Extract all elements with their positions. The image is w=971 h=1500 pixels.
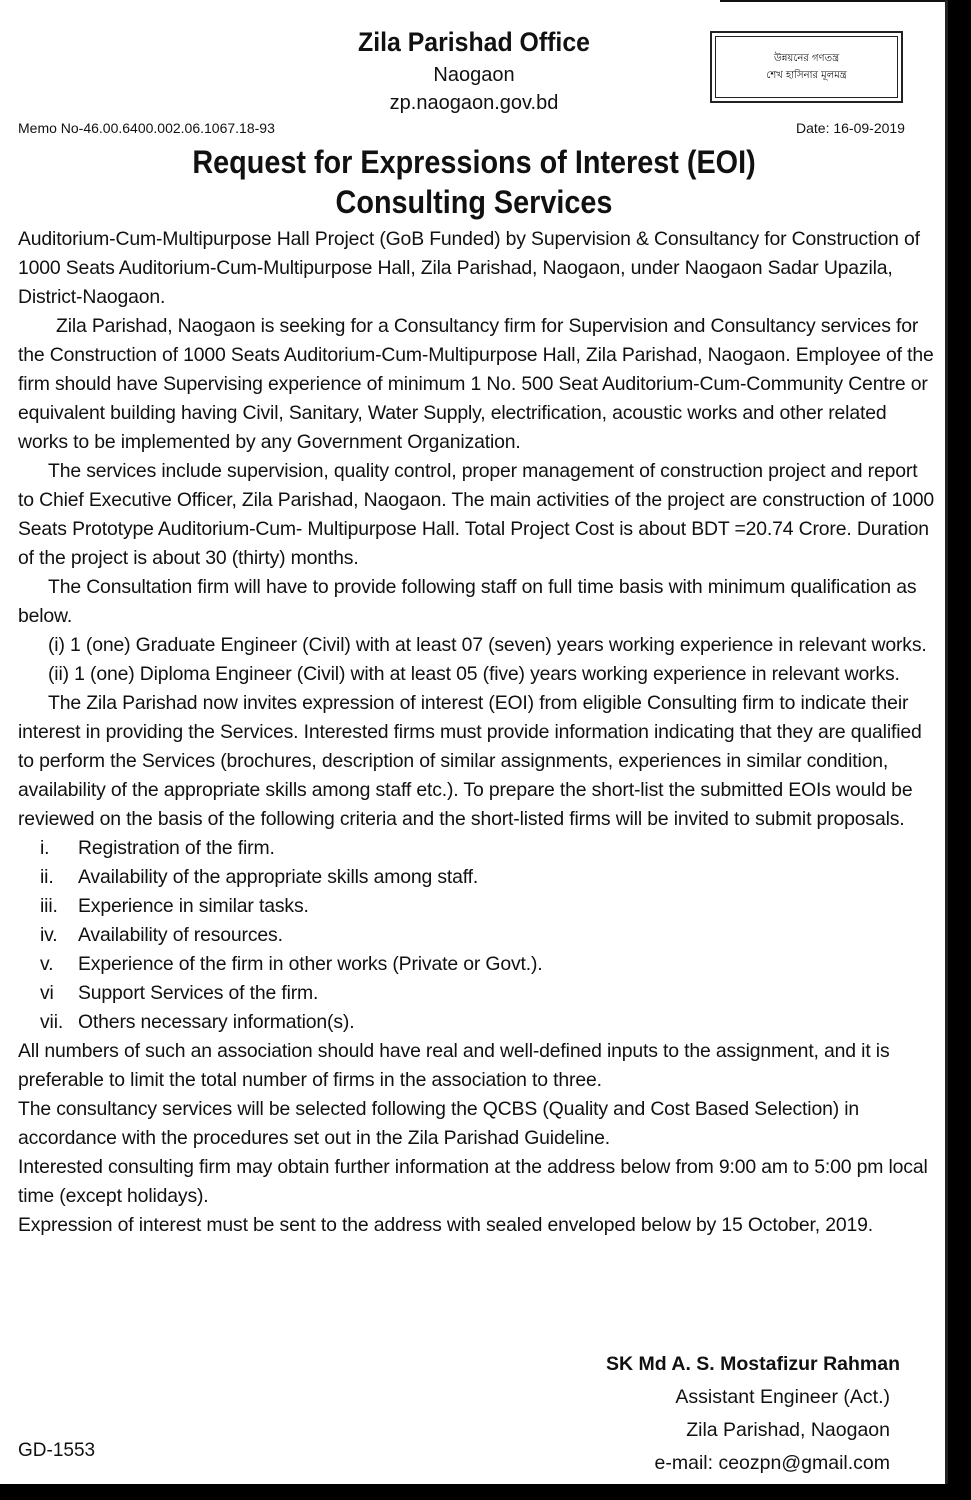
slogan-box [710,31,903,103]
criteria-item [18,863,938,892]
signatory-email: e-mail: ceozpn@gmail.com [654,1452,890,1474]
slogan-line-1: উন্নয়নের গণতন্ত্র [773,53,840,64]
criteria-number: i. [40,837,50,859]
criteria-text: Availability of resources. [78,924,283,946]
signature-block [570,1348,900,1480]
paragraph-staff-intro: The Consultation firm will have to provide following staff on full time basis with minimum qualification as below. [18,576,917,627]
headline-title: Request for Expressions of Interest (EOI) [192,144,756,180]
gd-code: GD-1553 [18,1440,96,1461]
criteria-item [18,1008,938,1037]
paragraph-information: Interested consulting firm may obtain further information at the address below from 9:00 am to 5:00 pm local time (except holidays). [18,1156,928,1207]
staff-requirement-2: (ii) 1 (one) Diploma Engineer (Civil) with at least 05 (five) years working experience in relevant works. [48,663,900,685]
memo-number: Memo No-46.00.6400.002.06.1067.18-93 [18,120,275,136]
signatory-name: SK Md A. S. Mostafizur Rahman [606,1353,900,1375]
criteria-item [18,834,938,863]
criteria-item [18,950,938,979]
criteria-text: Others necessary information(s). [78,1011,355,1033]
criteria-number: ii. [40,866,54,888]
criteria-number: vii. [40,1011,64,1033]
paragraph-services: The services include supervision, quality control, proper management of construction project and report to Chief Executive Officer, Zila Parishad, Naogaon. The main activities of the project are construction of 1000 Seats Prototype Auditorium-Cum- Multipurpose Hall. Total Project Cost is about BDT =20.74 Crore. Duration of the project is about 30 (thirty) months. [18,460,935,569]
office-website: zp.naogaon.gov.bd [389,92,559,114]
paragraph-firm-requirement: Zila Parishad, Naogaon is seeking for a Consultancy firm for Supervision and Consultancy services for the Construction of 1000 Seats Auditorium-Cum-Multipurpose Hall, Zila Parishad, Naogaon. Employee of the firm should have Supervising experience of minimum 1 No. 500 Seat Auditorium-Cum-Community Centre or equivalent building having Civil, Sanitary, Water Supply, electrification, acoustic works and other related works to be implemented by any Government Organization. [18,315,934,453]
criteria-number: v. [40,953,54,975]
office-city: Naogaon [433,64,515,86]
staff-requirement-1: (i) 1 (one) Graduate Engineer (Civil) with at least 07 (seven) years working experience in relevant works. [48,634,927,656]
slogan-line-2: শেখ হাসিনার মূলমন্ত্র [766,70,847,81]
criteria-text: Support Services of the firm. [78,982,319,1004]
paragraph-association: All numbers of such an association should have real and well-defined inputs to the assignment, and it is preferable to limit the total number of firms in the association to three. [18,1040,890,1091]
criteria-text: Experience in similar tasks. [78,895,309,917]
criteria-text: Availability of the appropriate skills among staff. [78,866,479,888]
notice-date: Date: 16-09-2019 [796,120,905,136]
paragraph-selection: The consultancy services will be selected following the QCBS (Quality and Cost Based Selection) in accordance with the procedures set out in the Zila Parishad Guideline. [18,1098,860,1149]
paragraph-deadline: Expression of interest must be sent to the address with sealed enveloped below by 15 October, 2019. [18,1214,874,1236]
criteria-number: vi [40,982,54,1004]
office-title: Zila Parishad Office [358,27,590,57]
criteria-text: Registration of the firm. [78,837,275,859]
criteria-item [18,892,938,921]
criteria-number: iv. [40,924,58,946]
signatory-designation: Assistant Engineer (Act.) [675,1386,890,1408]
top-rule [720,0,945,2]
paragraph-invitation: The Zila Parishad now invites expression of interest (EOI) from eligible Consulting firm to indicate their interest in providing the Services. Interested firms must provide information indicating that they are qualified to perform the Services (brochures, description of similar assignments, experiences in similar condition, availability of the appropriate skills among staff etc.). To prepare the short-list the submitted EOIs would be reviewed on the basis of the following criteria and the short-listed firms will be invited to submit proposals. [18,692,922,830]
project-description: Auditorium-Cum-Multipurpose Hall Project (GoB Funded) by Supervision & Consultancy for Construction of 1000 Seats Auditorium-Cum-Multipurpose Hall, Zila Parishad, Naogaon, under Naogaon Sadar Upazila, District-Naogaon. [18,228,920,308]
criteria-item [18,979,938,1008]
criteria-number: iii. [40,895,58,917]
signatory-office: Zila Parishad, Naogaon [686,1419,890,1441]
criteria-text: Experience of the firm in other works (Private or Govt.). [78,953,543,975]
criteria-item [18,921,938,950]
headline-subtitle: Consulting Services [335,184,613,220]
notice-body [18,225,938,1240]
slogan-inner [715,36,898,98]
